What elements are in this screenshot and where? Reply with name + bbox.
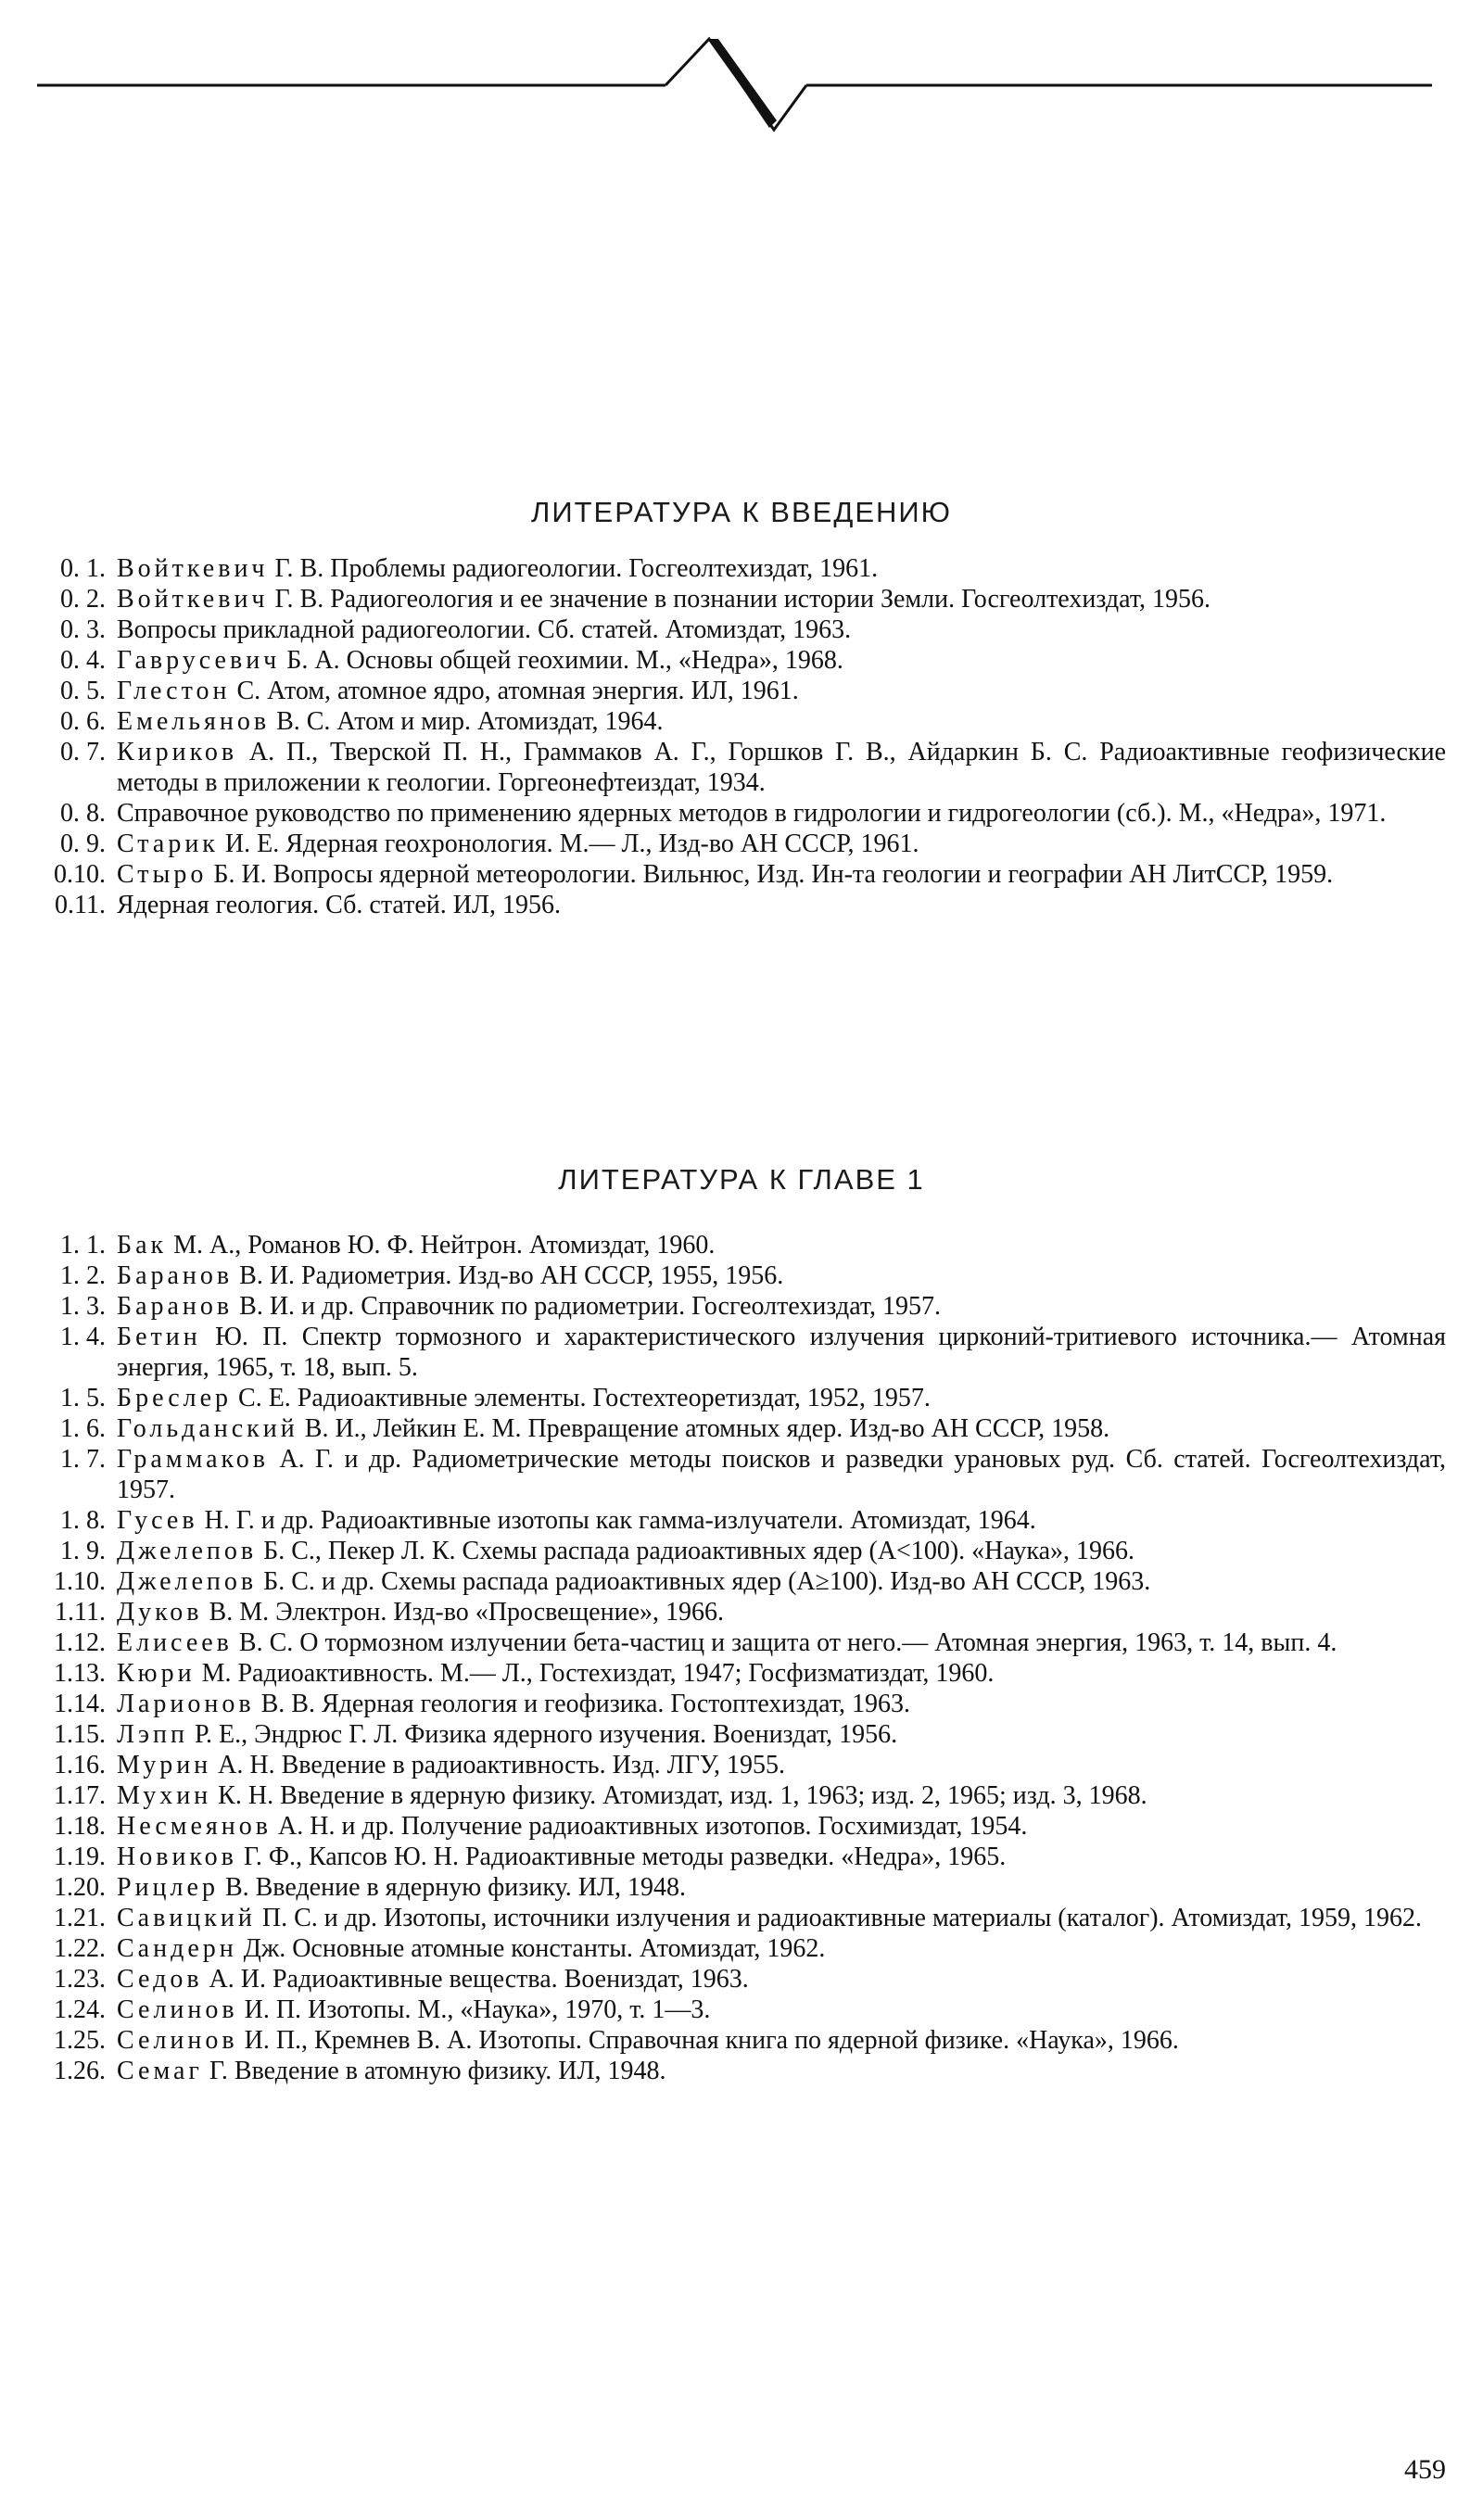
reference-item bbox=[37, 1780, 1446, 1811]
reference-text bbox=[117, 798, 1446, 829]
reference-number: 1.20. bbox=[54, 1873, 106, 1902]
reference-body: В. С. Атом и мир. Атомиздат, 1964. bbox=[270, 707, 664, 736]
reference-item bbox=[37, 1689, 1446, 1719]
reference-text bbox=[117, 1536, 1446, 1566]
reference-text bbox=[117, 1689, 1446, 1719]
reference-body: В. М. Электрон. Изд-во «Просвещение», 1966. bbox=[202, 1598, 724, 1627]
reference-body: В. В. Ядерная геология и геофизика. Гостоптехиздат, 1963. bbox=[254, 1690, 911, 1718]
reference-author: Джелепов bbox=[117, 1567, 258, 1596]
reference-number: 1.14. bbox=[54, 1690, 106, 1718]
reference-item bbox=[37, 1964, 1446, 1994]
reference-item bbox=[37, 1994, 1446, 2025]
page-number: 459 bbox=[1404, 2454, 1446, 2485]
reference-body: Г. Ф., Капсов Ю. Н. Радиоактивные методы разведки. «Недра», 1965. bbox=[236, 1843, 1007, 1871]
reference-item bbox=[37, 2056, 1446, 2086]
reference-text bbox=[117, 1413, 1446, 1444]
reference-author: Рицлер bbox=[117, 1873, 219, 1902]
reference-author: Бетин bbox=[117, 1323, 201, 1351]
reference-author: Мухин bbox=[117, 1781, 212, 1810]
reference-author: Несмеянов bbox=[117, 1812, 273, 1841]
reference-item bbox=[37, 1413, 1446, 1444]
reference-item bbox=[37, 1903, 1446, 1933]
reference-author: Дуков bbox=[117, 1598, 203, 1627]
reference-text bbox=[117, 859, 1446, 890]
reference-body: К. Н. Введение в ядерную физику. Атомиздат, изд. 1, 1963; изд. 2, 1965; изд. 3, 1968. bbox=[211, 1781, 1147, 1810]
reference-body: В. Введение в ядерную физику. ИЛ, 1948. bbox=[218, 1873, 686, 1902]
reference-body: С. Е. Радиоактивные элементы. Гостехтеоретиздат, 1952, 1957. bbox=[232, 1384, 931, 1412]
reference-item bbox=[37, 798, 1446, 829]
reference-author: Войткевич bbox=[117, 554, 269, 583]
intro-references-section bbox=[37, 496, 1446, 920]
reference-item bbox=[37, 829, 1446, 859]
reference-author: Седов bbox=[117, 1965, 203, 1994]
reference-item bbox=[37, 1627, 1446, 1658]
reference-body: Б. С. и др. Схемы распада радиоактивных ядер (A≥100). Изд-во АН СССР, 1963. bbox=[257, 1567, 1151, 1596]
reference-text bbox=[117, 737, 1446, 798]
reference-body: В. И. Радиометрия. Изд-во АН СССР, 1955, 1956. bbox=[233, 1261, 784, 1290]
reference-number: 1.19. bbox=[54, 1843, 106, 1871]
reference-text bbox=[117, 1780, 1446, 1811]
reference-number: 1.24. bbox=[54, 1995, 106, 2024]
reference-item bbox=[37, 1811, 1446, 1842]
reference-text bbox=[117, 645, 1446, 676]
reference-body: В. И., Лейкин Е. М. Превращение атомных ядер. Изд-во АН СССР, 1958. bbox=[298, 1414, 1110, 1443]
reference-author: Новиков bbox=[117, 1843, 237, 1871]
reference-text bbox=[117, 1872, 1446, 1903]
reference-body: Б. А. Основы общей геохимии. М., «Недра», 1968. bbox=[280, 646, 843, 675]
reference-author: Кюри bbox=[117, 1659, 196, 1688]
reference-text bbox=[117, 1230, 1446, 1260]
reference-number: 0.10. bbox=[54, 860, 106, 889]
reference-text bbox=[117, 1719, 1446, 1750]
reference-text bbox=[117, 1994, 1446, 2025]
intro-reference-list bbox=[37, 553, 1446, 920]
reference-author: Мурин bbox=[117, 1751, 212, 1779]
reference-item bbox=[37, 614, 1446, 645]
reference-text bbox=[117, 1811, 1446, 1842]
reference-number: 1.10. bbox=[54, 1567, 106, 1596]
reference-body: В. С. О тормозном излучении бета-частиц и защита от него.— Атомная энергия, 1963, т. 14, вып. 4. bbox=[232, 1628, 1337, 1657]
reference-number: 1. 4. bbox=[60, 1323, 106, 1351]
reference-author: Семаг bbox=[117, 2057, 203, 2085]
reference-item bbox=[37, 1505, 1446, 1536]
reference-number: 0. 2. bbox=[60, 585, 106, 614]
reference-number: 0.11. bbox=[55, 891, 106, 919]
reference-item bbox=[37, 1444, 1446, 1505]
reference-text bbox=[117, 1291, 1446, 1322]
reference-body: И. П., Кремнев В. А. Изотопы. Справочная книга по ядерной физике. «Наука», 1966. bbox=[237, 2026, 1179, 2055]
reference-text bbox=[117, 1566, 1446, 1597]
reference-author: Бреслер bbox=[117, 1384, 233, 1412]
reference-number: 1. 5. bbox=[60, 1384, 106, 1412]
reference-text bbox=[117, 1964, 1446, 1994]
reference-number: 1. 3. bbox=[60, 1292, 106, 1321]
reference-body: М. Радиоактивность. М.— Л., Гостехиздат, 1947; Госфизматиздат, 1960. bbox=[195, 1659, 995, 1688]
reference-text bbox=[117, 1444, 1446, 1505]
reference-number: 1.18. bbox=[54, 1812, 106, 1841]
reference-item bbox=[37, 1291, 1446, 1322]
reference-body: Ядерная геология. Сб. статей. ИЛ, 1956. bbox=[117, 891, 561, 919]
reference-item bbox=[37, 676, 1446, 706]
reference-text bbox=[117, 1505, 1446, 1536]
reference-author: Старик bbox=[117, 829, 219, 858]
reference-text bbox=[117, 1903, 1446, 1933]
reference-number: 1. 6. bbox=[60, 1414, 106, 1443]
reference-text bbox=[117, 1322, 1446, 1383]
reference-item bbox=[37, 1260, 1446, 1291]
reference-author: Баранов bbox=[117, 1261, 234, 1290]
reference-body: М. А., Романов Ю. Ф. Нейтрон. Атомиздат, 1960. bbox=[167, 1231, 716, 1260]
reference-item bbox=[37, 1872, 1446, 1903]
reference-number: 0. 5. bbox=[60, 677, 106, 705]
reference-item bbox=[37, 706, 1446, 737]
reference-text bbox=[117, 676, 1446, 706]
reference-number: 1.17. bbox=[54, 1781, 106, 1810]
reference-item bbox=[37, 553, 1446, 584]
reference-item bbox=[37, 1597, 1446, 1627]
reference-author: Джелепов bbox=[117, 1537, 258, 1565]
reference-author: Глестон bbox=[117, 677, 231, 705]
reference-number: 1.13. bbox=[54, 1659, 106, 1688]
reference-number: 1.25. bbox=[54, 2026, 106, 2055]
reference-item bbox=[37, 1750, 1446, 1780]
reference-text bbox=[117, 1383, 1446, 1413]
reference-number: 1.21. bbox=[54, 1904, 106, 1932]
reference-body: И. П. Изотопы. М., «Наука», 1970, т. 1—3. bbox=[237, 1995, 711, 2024]
reference-item bbox=[37, 1536, 1446, 1566]
reference-text bbox=[117, 1933, 1446, 1964]
reference-text bbox=[117, 2025, 1446, 2056]
reference-body: В. И. и др. Справочник по радиометрии. Госгеолтехиздат, 1957. bbox=[233, 1292, 942, 1321]
reference-number: 1. 2. bbox=[60, 1261, 106, 1290]
reference-author: Бак bbox=[117, 1231, 168, 1260]
chapter1-references-section bbox=[37, 1163, 1446, 2086]
reference-number: 0. 7. bbox=[60, 738, 106, 766]
reference-body: Г. В. Проблемы радиогеологии. Госгеолтехиздат, 1961. bbox=[268, 554, 879, 583]
reference-body: А. Г. и др. Радиометрические методы поисков и разведки урановых руд. Сб. статей. Госгеолтехиздат, 1957. bbox=[117, 1445, 1446, 1504]
reference-text bbox=[117, 2056, 1446, 2086]
reference-author: Селинов bbox=[117, 2026, 238, 2055]
reference-number: 0. 9. bbox=[60, 829, 106, 858]
reference-text bbox=[117, 1597, 1446, 1627]
reference-number: 0. 1. bbox=[60, 554, 106, 583]
reference-author: Войткевич bbox=[117, 585, 269, 614]
reference-item bbox=[37, 1842, 1446, 1872]
reference-author: Стыро bbox=[117, 860, 208, 889]
reference-item bbox=[37, 890, 1446, 920]
reference-body: С. Атом, атомное ядро, атомная энергия. ИЛ, 1961. bbox=[230, 677, 799, 705]
reference-body: Справочное руководство по применению ядерных методов в гидрологии и гидрогеологии (сб.). М., «Недра», 1971. bbox=[117, 799, 1387, 828]
reference-number: 1. 9. bbox=[60, 1537, 106, 1565]
reference-body: И. Е. Ядерная геохронология. М.— Л., Изд-во АН СССР, 1961. bbox=[218, 829, 919, 858]
reference-number: 1.12. bbox=[54, 1628, 106, 1657]
reference-author: Сандерн bbox=[117, 1934, 237, 1963]
intro-section-title: ЛИТЕРАТУРА К ВВЕДЕНИЮ bbox=[531, 496, 952, 528]
reference-text bbox=[117, 706, 1446, 737]
reference-item bbox=[37, 1383, 1446, 1413]
reference-number: 0. 3. bbox=[60, 615, 106, 644]
reference-item bbox=[37, 1719, 1446, 1750]
reference-item bbox=[37, 584, 1446, 614]
reference-body: А. Н. Введение в радиоактивность. Изд. ЛГУ, 1955. bbox=[211, 1751, 786, 1779]
reference-body: А. Н. и др. Получение радиоактивных изотопов. Госхимиздат, 1954. bbox=[272, 1812, 1028, 1841]
reference-body: Б. С., Пекер Л. К. Схемы распада радиоактивных ядер (A<100). «Наука», 1966. bbox=[257, 1537, 1134, 1565]
chapter1-reference-list bbox=[37, 1230, 1446, 2086]
reference-text bbox=[117, 1842, 1446, 1872]
chapter1-section-title: ЛИТЕРАТУРА К ГЛАВЕ 1 bbox=[558, 1163, 925, 1196]
reference-body: Н. Г. и др. Радиоактивные изотопы как гамма-излучатели. Атомиздат, 1964. bbox=[197, 1506, 1036, 1535]
reference-number: 1.16. bbox=[54, 1751, 106, 1779]
reference-text bbox=[117, 584, 1446, 614]
reference-number: 0. 8. bbox=[60, 799, 106, 828]
reference-author: Баранов bbox=[117, 1292, 234, 1321]
reference-number: 1. 1. bbox=[60, 1231, 106, 1260]
reference-body: Вопросы прикладной радиогеологии. Сб. статей. Атомиздат, 1963. bbox=[117, 615, 852, 644]
reference-item bbox=[37, 737, 1446, 798]
reference-body: А. П., Тверской П. Н., Граммаков А. Г., Горшков Г. В., Айдаркин Б. С. Радиоактивные геофизические методы в приложении к геологии. Горгеонефтеиздат, 1934. bbox=[117, 738, 1446, 797]
reference-text bbox=[117, 614, 1446, 645]
header-ornament bbox=[0, 0, 1483, 148]
reference-author: Гусев bbox=[117, 1506, 198, 1535]
reference-author: Елисеев bbox=[117, 1628, 233, 1657]
reference-item bbox=[37, 1566, 1446, 1597]
reference-text bbox=[117, 1260, 1446, 1291]
reference-author: Савицкий bbox=[117, 1904, 256, 1932]
reference-body: Дж. Основные атомные константы. Атомиздат, 1962. bbox=[236, 1934, 826, 1963]
reference-body: Ю. П. Спектр тормозного и характеристического излучения цирконий-тритиевого источника.— Атомная энергия, 1965, т. 18, вып. 5. bbox=[117, 1323, 1446, 1382]
reference-body: П. С. и др. Изотопы, источники излучения и радиоактивные материалы (каталог). Атомиздат, 1959, 1962. bbox=[255, 1904, 1423, 1932]
reference-item bbox=[37, 2025, 1446, 2056]
reference-number: 0. 4. bbox=[60, 646, 106, 675]
reference-author: Граммаков bbox=[117, 1445, 269, 1474]
reference-item bbox=[37, 1230, 1446, 1260]
reference-item bbox=[37, 645, 1446, 676]
reference-text bbox=[117, 829, 1446, 859]
reference-item bbox=[37, 1933, 1446, 1964]
reference-body: Г. В. Радиогеология и ее значение в познании истории Земли. Госгеолтехиздат, 1956. bbox=[268, 585, 1210, 614]
reference-author: Кириков bbox=[117, 738, 238, 766]
reference-author: Емельянов bbox=[117, 707, 271, 736]
reference-text bbox=[117, 553, 1446, 584]
reference-text bbox=[117, 1750, 1446, 1780]
reference-number: 1.22. bbox=[54, 1934, 106, 1963]
reference-number: 1.15. bbox=[54, 1720, 106, 1749]
reference-number: 1. 7. bbox=[60, 1445, 106, 1474]
reference-text bbox=[117, 1627, 1446, 1658]
reference-number: 1.23. bbox=[54, 1965, 106, 1994]
reference-author: Гаврусевич bbox=[117, 646, 281, 675]
reference-item bbox=[37, 1322, 1446, 1383]
reference-author: Ларионов bbox=[117, 1690, 255, 1718]
reference-item bbox=[37, 1658, 1446, 1689]
reference-body: Г. Введение в атомную физику. ИЛ, 1948. bbox=[202, 2057, 666, 2085]
reference-body: Б. И. Вопросы ядерной метеорологии. Вильнюс, Изд. Ин-та геологии и географии АН ЛитССР, 1959. bbox=[207, 860, 1334, 889]
reference-author: Лэпп bbox=[117, 1720, 188, 1749]
reference-author: Гольданский bbox=[117, 1414, 298, 1443]
reference-number: 1. 8. bbox=[60, 1506, 106, 1535]
reference-text bbox=[117, 890, 1446, 920]
reference-body: А. И. Радиоактивные вещества. Воениздат, 1963. bbox=[202, 1965, 749, 1994]
reference-number: 0. 6. bbox=[60, 707, 106, 736]
reference-number: 1.26. bbox=[54, 2057, 106, 2085]
reference-item bbox=[37, 859, 1446, 890]
reference-text bbox=[117, 1658, 1446, 1689]
reference-author: Селинов bbox=[117, 1995, 238, 2024]
reference-number: 1.11. bbox=[55, 1598, 106, 1627]
reference-body: Р. Е., Эндрюс Г. Л. Физика ядерного изучения. Воениздат, 1956. bbox=[187, 1720, 898, 1749]
